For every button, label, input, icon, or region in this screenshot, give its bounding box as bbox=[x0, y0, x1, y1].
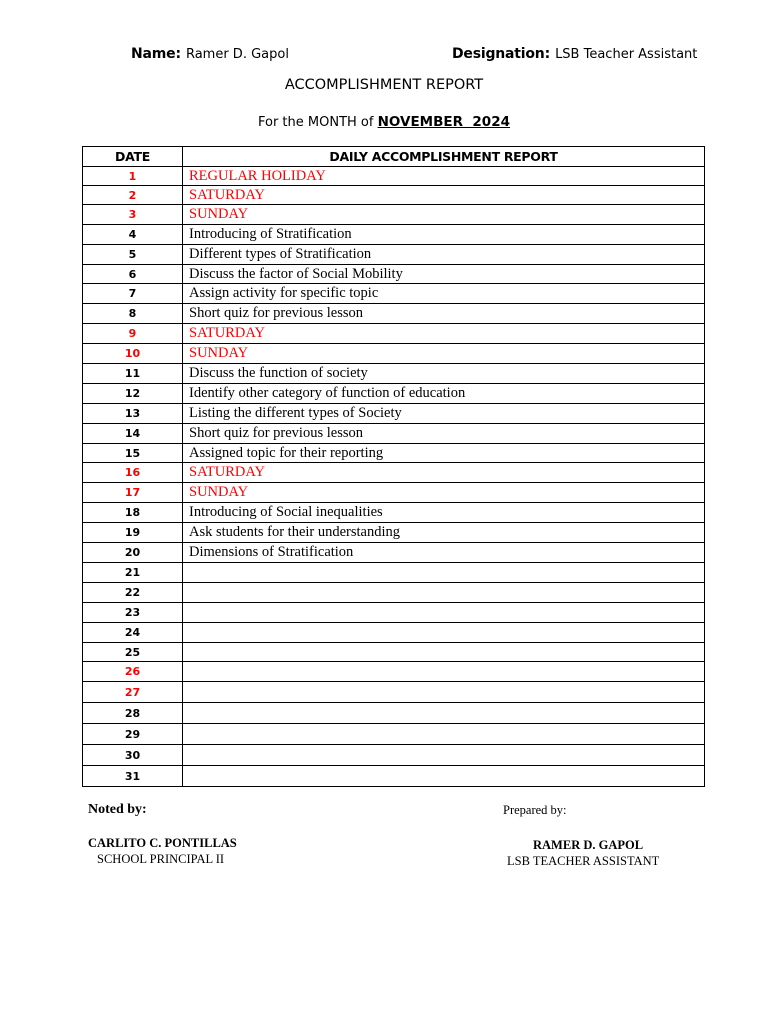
accomplishment-cell bbox=[183, 724, 705, 745]
accomplishment-cell: SATURDAY bbox=[183, 324, 705, 344]
table-row bbox=[83, 225, 705, 245]
table-row bbox=[83, 745, 705, 766]
designation-colon: : bbox=[544, 46, 550, 62]
accomplishment-cell: Ask students for their understanding bbox=[183, 523, 705, 543]
date-cell: 8 bbox=[83, 304, 183, 324]
table-header-row bbox=[83, 147, 705, 167]
month-line bbox=[0, 114, 768, 130]
principal-title: SCHOOL PRINCIPAL II bbox=[97, 852, 225, 866]
accomplishment-cell: Discuss the factor of Social Mobility bbox=[183, 265, 705, 284]
accomplishment-cell: Introducing of Stratification bbox=[183, 225, 705, 245]
accomplishment-cell: SUNDAY bbox=[183, 483, 705, 503]
date-cell: 18 bbox=[83, 503, 183, 523]
accomplishment-cell: Short quiz for previous lesson bbox=[183, 304, 705, 324]
name-field bbox=[131, 43, 289, 62]
accomplishment-cell: SATURDAY bbox=[183, 463, 705, 483]
date-cell: 12 bbox=[83, 384, 183, 404]
assistant-name: RAMER D. GAPOL bbox=[533, 838, 644, 852]
accomplishment-cell: REGULAR HOLIDAY bbox=[183, 167, 705, 186]
table-row bbox=[83, 563, 705, 583]
date-cell: 1 bbox=[83, 167, 183, 186]
accomplishment-cell: SATURDAY bbox=[183, 186, 705, 205]
date-cell: 31 bbox=[83, 766, 183, 787]
accomplishment-cell: Assign activity for specific topic bbox=[183, 284, 705, 304]
month-value: NOVEMBER 2024 bbox=[377, 114, 510, 130]
table-row bbox=[83, 682, 705, 703]
table-row bbox=[83, 583, 705, 603]
accomplishment-table bbox=[82, 146, 705, 787]
date-cell: 11 bbox=[83, 364, 183, 384]
accomplishment-cell: SUNDAY bbox=[183, 344, 705, 364]
table-row bbox=[83, 424, 705, 444]
accomplishment-cell: SUNDAY bbox=[183, 205, 705, 225]
date-cell: 6 bbox=[83, 265, 183, 284]
accomplishment-cell: Assigned topic for their reporting bbox=[183, 444, 705, 463]
table-row bbox=[83, 265, 705, 284]
table-row bbox=[83, 543, 705, 563]
date-cell: 30 bbox=[83, 745, 183, 766]
date-cell: 17 bbox=[83, 483, 183, 503]
table-row bbox=[83, 186, 705, 205]
table-row bbox=[83, 724, 705, 745]
date-cell: 9 bbox=[83, 324, 183, 344]
accomplishment-cell: Introducing of Social inequalities bbox=[183, 503, 705, 523]
month-prefix: For the MONTH of bbox=[257, 115, 374, 130]
table-row bbox=[83, 167, 705, 186]
date-cell: 2 bbox=[83, 186, 183, 205]
table-row bbox=[83, 284, 705, 304]
table-row bbox=[83, 304, 705, 324]
table-row bbox=[83, 703, 705, 724]
date-cell: 7 bbox=[83, 284, 183, 304]
accomplishment-cell bbox=[183, 603, 705, 623]
column-header-date: DATE bbox=[83, 147, 183, 167]
date-cell: 3 bbox=[83, 205, 183, 225]
accomplishment-cell bbox=[183, 563, 705, 583]
accomplishment-cell bbox=[183, 766, 705, 787]
table-row bbox=[83, 483, 705, 503]
prepared-by-label: Prepared by: bbox=[503, 803, 567, 817]
date-cell: 24 bbox=[83, 623, 183, 643]
designation-value: LSB Teacher Assistant bbox=[555, 47, 698, 62]
name-label: Name bbox=[131, 46, 176, 62]
accomplishment-cell bbox=[183, 583, 705, 603]
date-cell: 5 bbox=[83, 245, 183, 265]
table-row bbox=[83, 523, 705, 543]
date-cell: 29 bbox=[83, 724, 183, 745]
accomplishment-cell bbox=[183, 623, 705, 643]
accomplishment-cell bbox=[183, 745, 705, 766]
table-row bbox=[83, 324, 705, 344]
accomplishment-cell: Discuss the function of society bbox=[183, 364, 705, 384]
table-row bbox=[83, 444, 705, 463]
table-row bbox=[83, 643, 705, 662]
table-row bbox=[83, 463, 705, 483]
report-title: ACCOMPLISHMENT REPORT bbox=[284, 77, 484, 93]
accomplishment-cell: Different types of Stratification bbox=[183, 245, 705, 265]
date-cell: 14 bbox=[83, 424, 183, 444]
accomplishment-cell bbox=[183, 682, 705, 703]
date-cell: 10 bbox=[83, 344, 183, 364]
date-cell: 26 bbox=[83, 662, 183, 682]
date-cell: 23 bbox=[83, 603, 183, 623]
date-cell: 25 bbox=[83, 643, 183, 662]
accomplishment-cell: Dimensions of Stratification bbox=[183, 543, 705, 563]
date-cell: 4 bbox=[83, 225, 183, 245]
accomplishment-cell: Listing the different types of Society bbox=[183, 404, 705, 424]
assistant-title: LSB TEACHER ASSISTANT bbox=[507, 854, 660, 868]
accomplishment-cell: Short quiz for previous lesson bbox=[183, 424, 705, 444]
designation-label: Designation bbox=[452, 46, 545, 62]
accomplishment-cell bbox=[183, 643, 705, 662]
designation-field bbox=[452, 43, 697, 62]
table-row bbox=[83, 503, 705, 523]
name-value: Ramer D. Gapol bbox=[185, 47, 289, 62]
noted-by-label: Noted by: bbox=[88, 802, 147, 817]
table-body bbox=[83, 167, 705, 787]
column-header-report: DAILY ACCOMPLISHMENT REPORT bbox=[183, 147, 705, 167]
date-cell: 27 bbox=[83, 682, 183, 703]
accomplishment-cell: Identify other category of function of education bbox=[183, 384, 705, 404]
accomplishment-cell bbox=[183, 662, 705, 682]
table-row bbox=[83, 384, 705, 404]
date-cell: 22 bbox=[83, 583, 183, 603]
table-row bbox=[83, 603, 705, 623]
date-cell: 15 bbox=[83, 444, 183, 463]
date-cell: 21 bbox=[83, 563, 183, 583]
date-cell: 20 bbox=[83, 543, 183, 563]
table-row bbox=[83, 245, 705, 265]
date-cell: 19 bbox=[83, 523, 183, 543]
principal-name: CARLITO C. PONTILLAS bbox=[88, 836, 237, 850]
date-cell: 28 bbox=[83, 703, 183, 724]
name-colon: : bbox=[175, 46, 181, 62]
accomplishment-cell bbox=[183, 703, 705, 724]
table-row bbox=[83, 662, 705, 682]
table-row bbox=[83, 623, 705, 643]
table-row bbox=[83, 766, 705, 787]
date-cell: 13 bbox=[83, 404, 183, 424]
date-cell: 16 bbox=[83, 463, 183, 483]
table-row bbox=[83, 344, 705, 364]
table-row bbox=[83, 364, 705, 384]
table-row bbox=[83, 205, 705, 225]
table-row bbox=[83, 404, 705, 424]
